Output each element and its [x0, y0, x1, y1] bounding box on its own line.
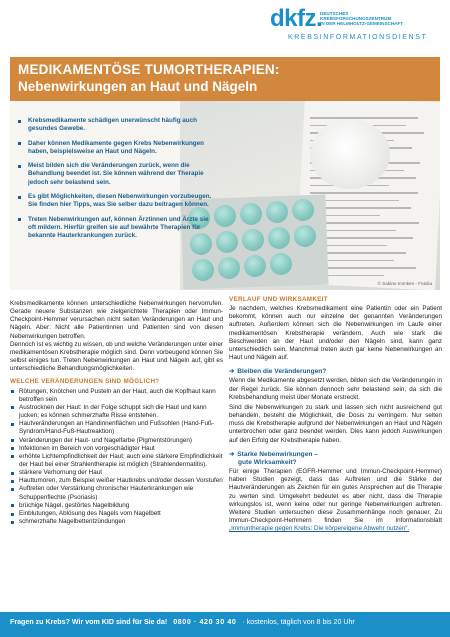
pill-image: [244, 255, 266, 277]
key-point: Meist bilden sich die Veränderungen zurück, wenn die Behandlung beendet ist. Sie können während der Therapie jedoch sehr belastend sein.: [18, 162, 214, 186]
body-paragraph: Wenn die Medikamente abgesetzt werden, bilden sich die Veränderungen in der Regel zurück. Sie können dennoch sehr belastend sein, da sich die Krebsbehandlung meist über Monate erstreckt.: [229, 377, 442, 401]
intro-paragraph: Dennoch ist es wichtig zu wissen, ob und welche Veränderungen unter einer medikamentösen Krebstherapie möglich sind. Denn vorbeugend können Sie selbst einiges tun. Treten Nebenwirkungen an Haut und Nägeln auf, gibt es unterschiedliche Behandlungsmöglichkeiten.: [10, 340, 223, 373]
footer-contact: [10, 618, 355, 626]
logo-organization: [320, 11, 440, 27]
list-item: Rötungen, Knötchen und Pusteln an der Haut, auch die Kopfhaut kann betroffen sein: [10, 388, 223, 404]
pill-image: [294, 225, 316, 247]
list-item: Hautveränderungen an Handinnenflächen und Fußsohlen (Hand-Fuß-Syndrom/Hand-Fuß-Hautreaktion): [10, 420, 223, 436]
subheading-text: Bleiben die Veränderungen?: [237, 368, 327, 376]
logo-wordmark: dkfz.: [270, 5, 323, 32]
key-point: Treten Nebenwirkungen auf, können Ärztinnen und Ärzte sie oft mildern. Hierfür greifen sie auf bewährte Therapien für bekannte Hauterkrankungen zurück.: [18, 216, 214, 240]
list-item: Veränderungen der Haut- und Nagelfarbe (Pigmentstörungen): [10, 437, 223, 445]
arrow-right-icon: ➔: [229, 368, 235, 376]
footer-hours: · kostenlos, täglich von 8 bis 20 Uhr: [242, 618, 355, 626]
list-item: Auftreten oder Verstärkung chronischer Hauterkrankungen wie Schuppenflechte (Psoriasis): [10, 485, 223, 501]
page-subtitle: Nebenwirkungen an Haut und Nägeln: [18, 79, 258, 94]
body-paragraph: Sind die Nebenwirkungen zu stark und lassen sich nicht ausreichend gut behandeln, besteht die Möglichkeit, die Dosis zu verringern. Nur selten muss die Krebstherapie aufgrund der Nebenwirkungen an Haut und Nägeln unterbrochen oder ganz beendet werden. Dies kann jedoch Auswirkungen auf den Erfolg der Krebstherapie haben.: [229, 403, 442, 444]
pill-image: [240, 203, 262, 225]
pill-image: [218, 257, 240, 279]
infosheet-link[interactable]: „Immuntherapie gegen Krebs: Die körpereigene Abwehr nutzen“.: [229, 525, 410, 533]
section-heading-changes: WELCHE VERÄNDERUNGEN SIND MÖGLICH?: [10, 378, 160, 386]
key-point: Daher können Medikamente gegen Krebs Nebenwirkungen haben, beispielsweise an Haut und Nägeln.: [18, 140, 214, 156]
page-title: MEDIKAMENTÖSE TUMORTHERAPIEN:: [18, 62, 280, 77]
subheading-text: Starke Nebenwirkungen –: [237, 450, 318, 458]
body-text: Für einige Therapien (EGFR-Hemmer und Immun-Checkpoint-Hemmer) haben Studien gezeigt, dass das Auftreten und die Stärke der Hautveränderungen als Zeichen für ein gutes Ansprechen auf die Therapie zu werten sind. Umgekehrt bedeutet es aber nicht, dass die Therapie wirkungslos ist, wenn keine oder nur geringe Nebenwirkungen auftreten. Weitere Studien untersuchen diese Zusammenhänge noch genauer. Zu Immun-Checkpoint-Hemmern finden Sie im Informationsblatt: [229, 468, 442, 525]
list-item: stärkere Verhornung der Haut: [10, 469, 223, 477]
key-point: Krebsmedikamente schädigen unerwünscht häufig auch gesundes Gewebe.: [18, 117, 214, 133]
list-item: Einblutungen, Ablösung des Nagels vom Nagelbett: [10, 510, 223, 518]
bottle-cap-image: [310, 119, 390, 189]
subheading-persistence: [229, 368, 442, 376]
body-paragraph: Je nachdem, welches Krebsmedikament eine Patientin oder ein Patient bekommt, können auch nur einzelne der genannten Veränderungen auftreten. Außerdem können sich die Nebenwirkungen im Laufe einer medikamentösen Krebstherapie verändern. Auch wie stark die Beschwerden an der Haut und/oder den Nägeln sind, kann ganz unterschiedlich sein. Manchmal treten auch gar keine Nebenwirkungen an Haut und Nägeln auf.: [229, 305, 442, 362]
pill-image: [214, 205, 236, 227]
pill-image: [192, 259, 214, 281]
title-bar: [10, 57, 440, 101]
symptom-list: [10, 388, 223, 527]
list-item: Infektionen im Bereich von vorgeschädigter Haut: [10, 445, 223, 453]
left-column: [10, 300, 223, 526]
pill-image: [270, 253, 292, 275]
key-point: Es gibt Möglichkeiten, diesen Nebenwirkungen vorzubeugen. Sie finden hier Tipps, was Sie selber dazu beitragen können.: [18, 193, 214, 209]
body-paragraph: [229, 468, 442, 533]
list-item: brüchige Nägel, gestörtes Nagelbildung: [10, 502, 223, 510]
list-item: Hauttumoren, zum Beispiel weißer Hautkrebs und/oder dessen Vorstufen: [10, 477, 223, 485]
pill-image: [216, 231, 238, 253]
right-column: [229, 296, 442, 533]
subheading-effectiveness: [229, 451, 442, 467]
hotline-phone[interactable]: 0800 · 420 30 40: [173, 618, 237, 626]
intro-paragraph: Krebsmedikamente können unterschiedliche Nebenwirkungen hervorrufen. Gerade neuere Substanzen wie zielgerichtete Therapien oder Immun-Checkpoint-Hemmer verursachen nicht selten Veränderungen an Haut und Nägeln. Aber: Nicht alle Patientinnen und Patienten sind von diesen Nebenwirkungen betroffen.: [10, 300, 223, 340]
pill-image: [268, 227, 290, 249]
footer-question: Fragen zu Krebs? Wir vom KID sind für Sie da!: [10, 618, 168, 626]
list-item: erhöhte Lichtempfindlichkeit der Haut; auch eine stärkere Empfindlichkeit der Haut bei einer Strahlentherapie ist möglich (Strahlendermatitis).: [10, 453, 223, 469]
subheading-text: gute Wirksamkeit?: [238, 458, 297, 466]
page-header: [0, 0, 450, 52]
dkfz-logo: [270, 6, 440, 46]
logo-org-line: KREBSFORSCHUNGSZENTRUM: [320, 16, 392, 22]
footer-bar: [0, 612, 450, 637]
pill-image: [266, 201, 288, 223]
logo-org-line: DEUTSCHES: [320, 11, 349, 16]
pill-image: [242, 229, 264, 251]
list-item: Austrocknen der Haut: In der Folge schuppt sich die Haut und kann jucken; es können schmerzhafte Risse entstehen.: [10, 404, 223, 420]
section-heading-course: VERLAUF UND WIRKSAMKEIT: [229, 296, 328, 303]
logo-service-name: KREBSINFORMATIONSDIENST: [288, 34, 428, 41]
photo-credit: © Sabine Immken - Fotolia: [377, 281, 432, 286]
logo-org-line: IN DER HELMHOLTZ-GEMEINSCHAFT: [320, 21, 404, 27]
pill-image: [292, 199, 314, 221]
list-item: schmerzhafte Nagelbettentzündungen: [10, 518, 223, 526]
arrow-right-icon: ➔: [229, 450, 235, 458]
key-points-list: [18, 117, 214, 247]
